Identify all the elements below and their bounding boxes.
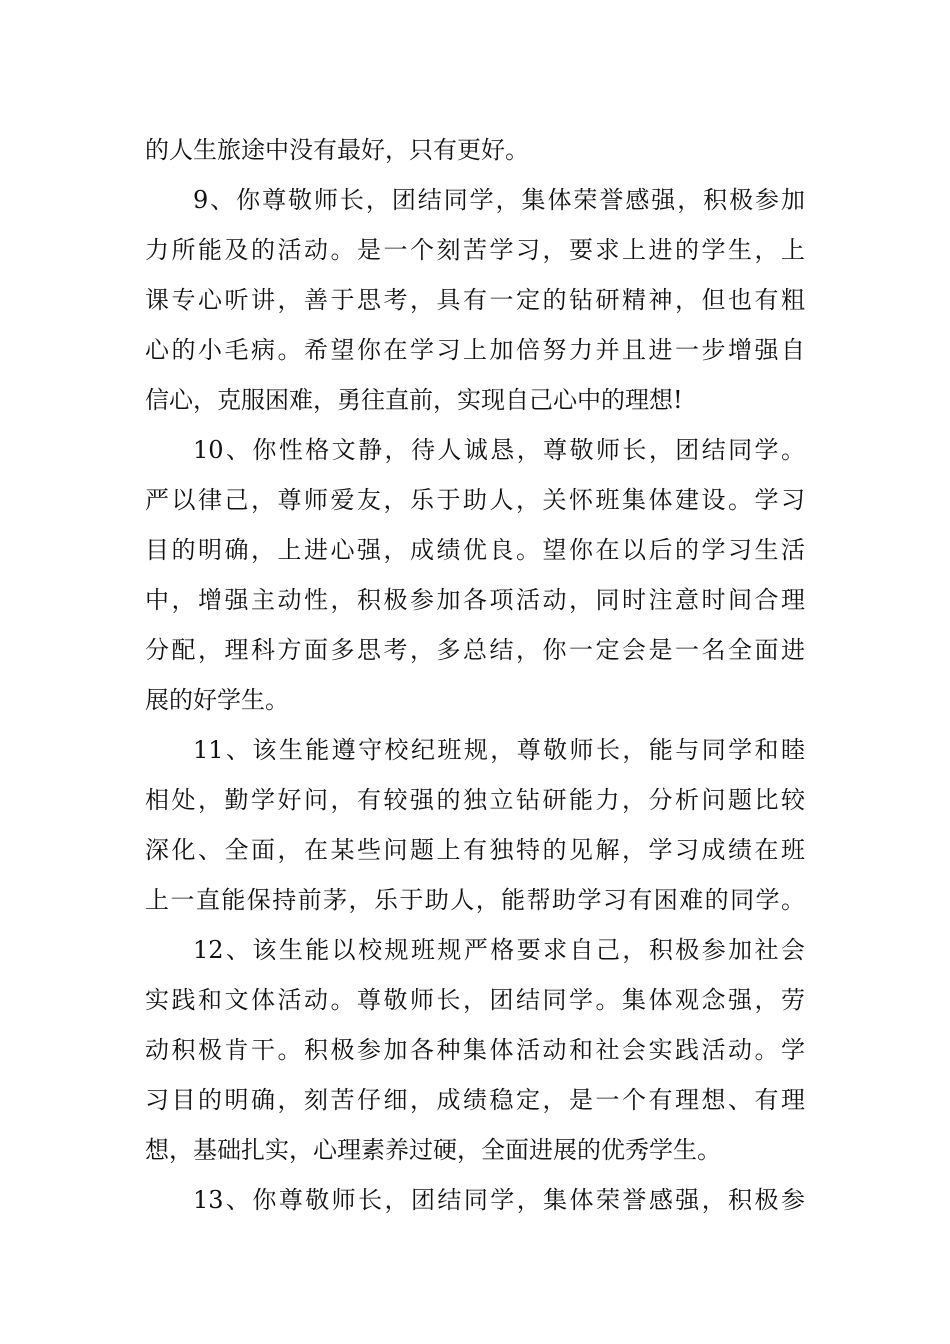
paragraph-11-line-4: 上一直能保持前茅，乐于助人，能帮助学习有困难的同学。: [145, 886, 805, 914]
paragraph-11-line-3: 深化、全面，在某些问题上有独特的见解，学习成绩在班: [145, 836, 805, 864]
paragraph-11-line-2: 相处，勤学好问，有较强的独立钻研能力，分析问题比较: [145, 786, 805, 814]
paragraph-10-line-1: 10、你性格文静，待人诚恳，尊敬师长，团结同学。: [193, 436, 805, 464]
paragraph-10-line-3: 目的明确，上进心强，成绩优良。望你在以后的学习生活: [145, 536, 805, 564]
paragraph-12-line-5: 想，基础扎实，心理素养过硬，全面进展的优秀学生。: [145, 1136, 721, 1164]
paragraph-9-line-1: 9、你尊敬师长，团结同学，集体荣誉感强，积极参加: [193, 186, 805, 214]
paragraph-10-line-2: 严以律己，尊师爱友，乐于助人，关怀班集体建设。学习: [145, 486, 805, 514]
paragraph-12-line-3: 动积极肯干。积极参加各种集体活动和社会实践活动。学: [145, 1036, 805, 1064]
paragraph-10-line-6: 展的好学生。: [145, 686, 289, 714]
paragraph-9-line-2: 力所能及的活动。是一个刻苦学习，要求上进的学生，上: [145, 236, 805, 264]
paragraph-9-line-5: 信心，克服困难，勇往直前，实现自己心中的理想!: [145, 386, 683, 414]
paragraph-9-line-4: 心的小毛病。希望你在学习上加倍努力并且进一步增强自: [145, 336, 805, 364]
paragraph-10-line-5: 分配，理科方面多思考，多总结，你一定会是一名全面进: [145, 636, 805, 664]
paragraph-12-line-1: 12、该生能以校规班规严格要求自己，积极参加社会: [193, 936, 805, 964]
paragraph-13-line-1: 13、你尊敬师长，团结同学，集体荣誉感强，积极参: [193, 1186, 805, 1214]
paragraph-12-line-4: 习目的明确，刻苦仔细，成绩稳定，是一个有理想、有理: [145, 1086, 805, 1114]
paragraph-12-line-2: 实践和文体活动。尊敬师长，团结同学。集体观念强，劳: [145, 986, 805, 1014]
paragraph-9-line-3: 课专心听讲，善于思考，具有一定的钻研精神，但也有粗: [145, 286, 805, 314]
paragraph-10-line-4: 中，增强主动性，积极参加各项活动，同时注意时间合理: [145, 586, 805, 614]
text-line-1: 的人生旅途中没有最好，只有更好。: [145, 136, 529, 164]
paragraph-11-line-1: 11、该生能遵守校纪班规，尊敬师长，能与同学和睦: [193, 736, 805, 764]
